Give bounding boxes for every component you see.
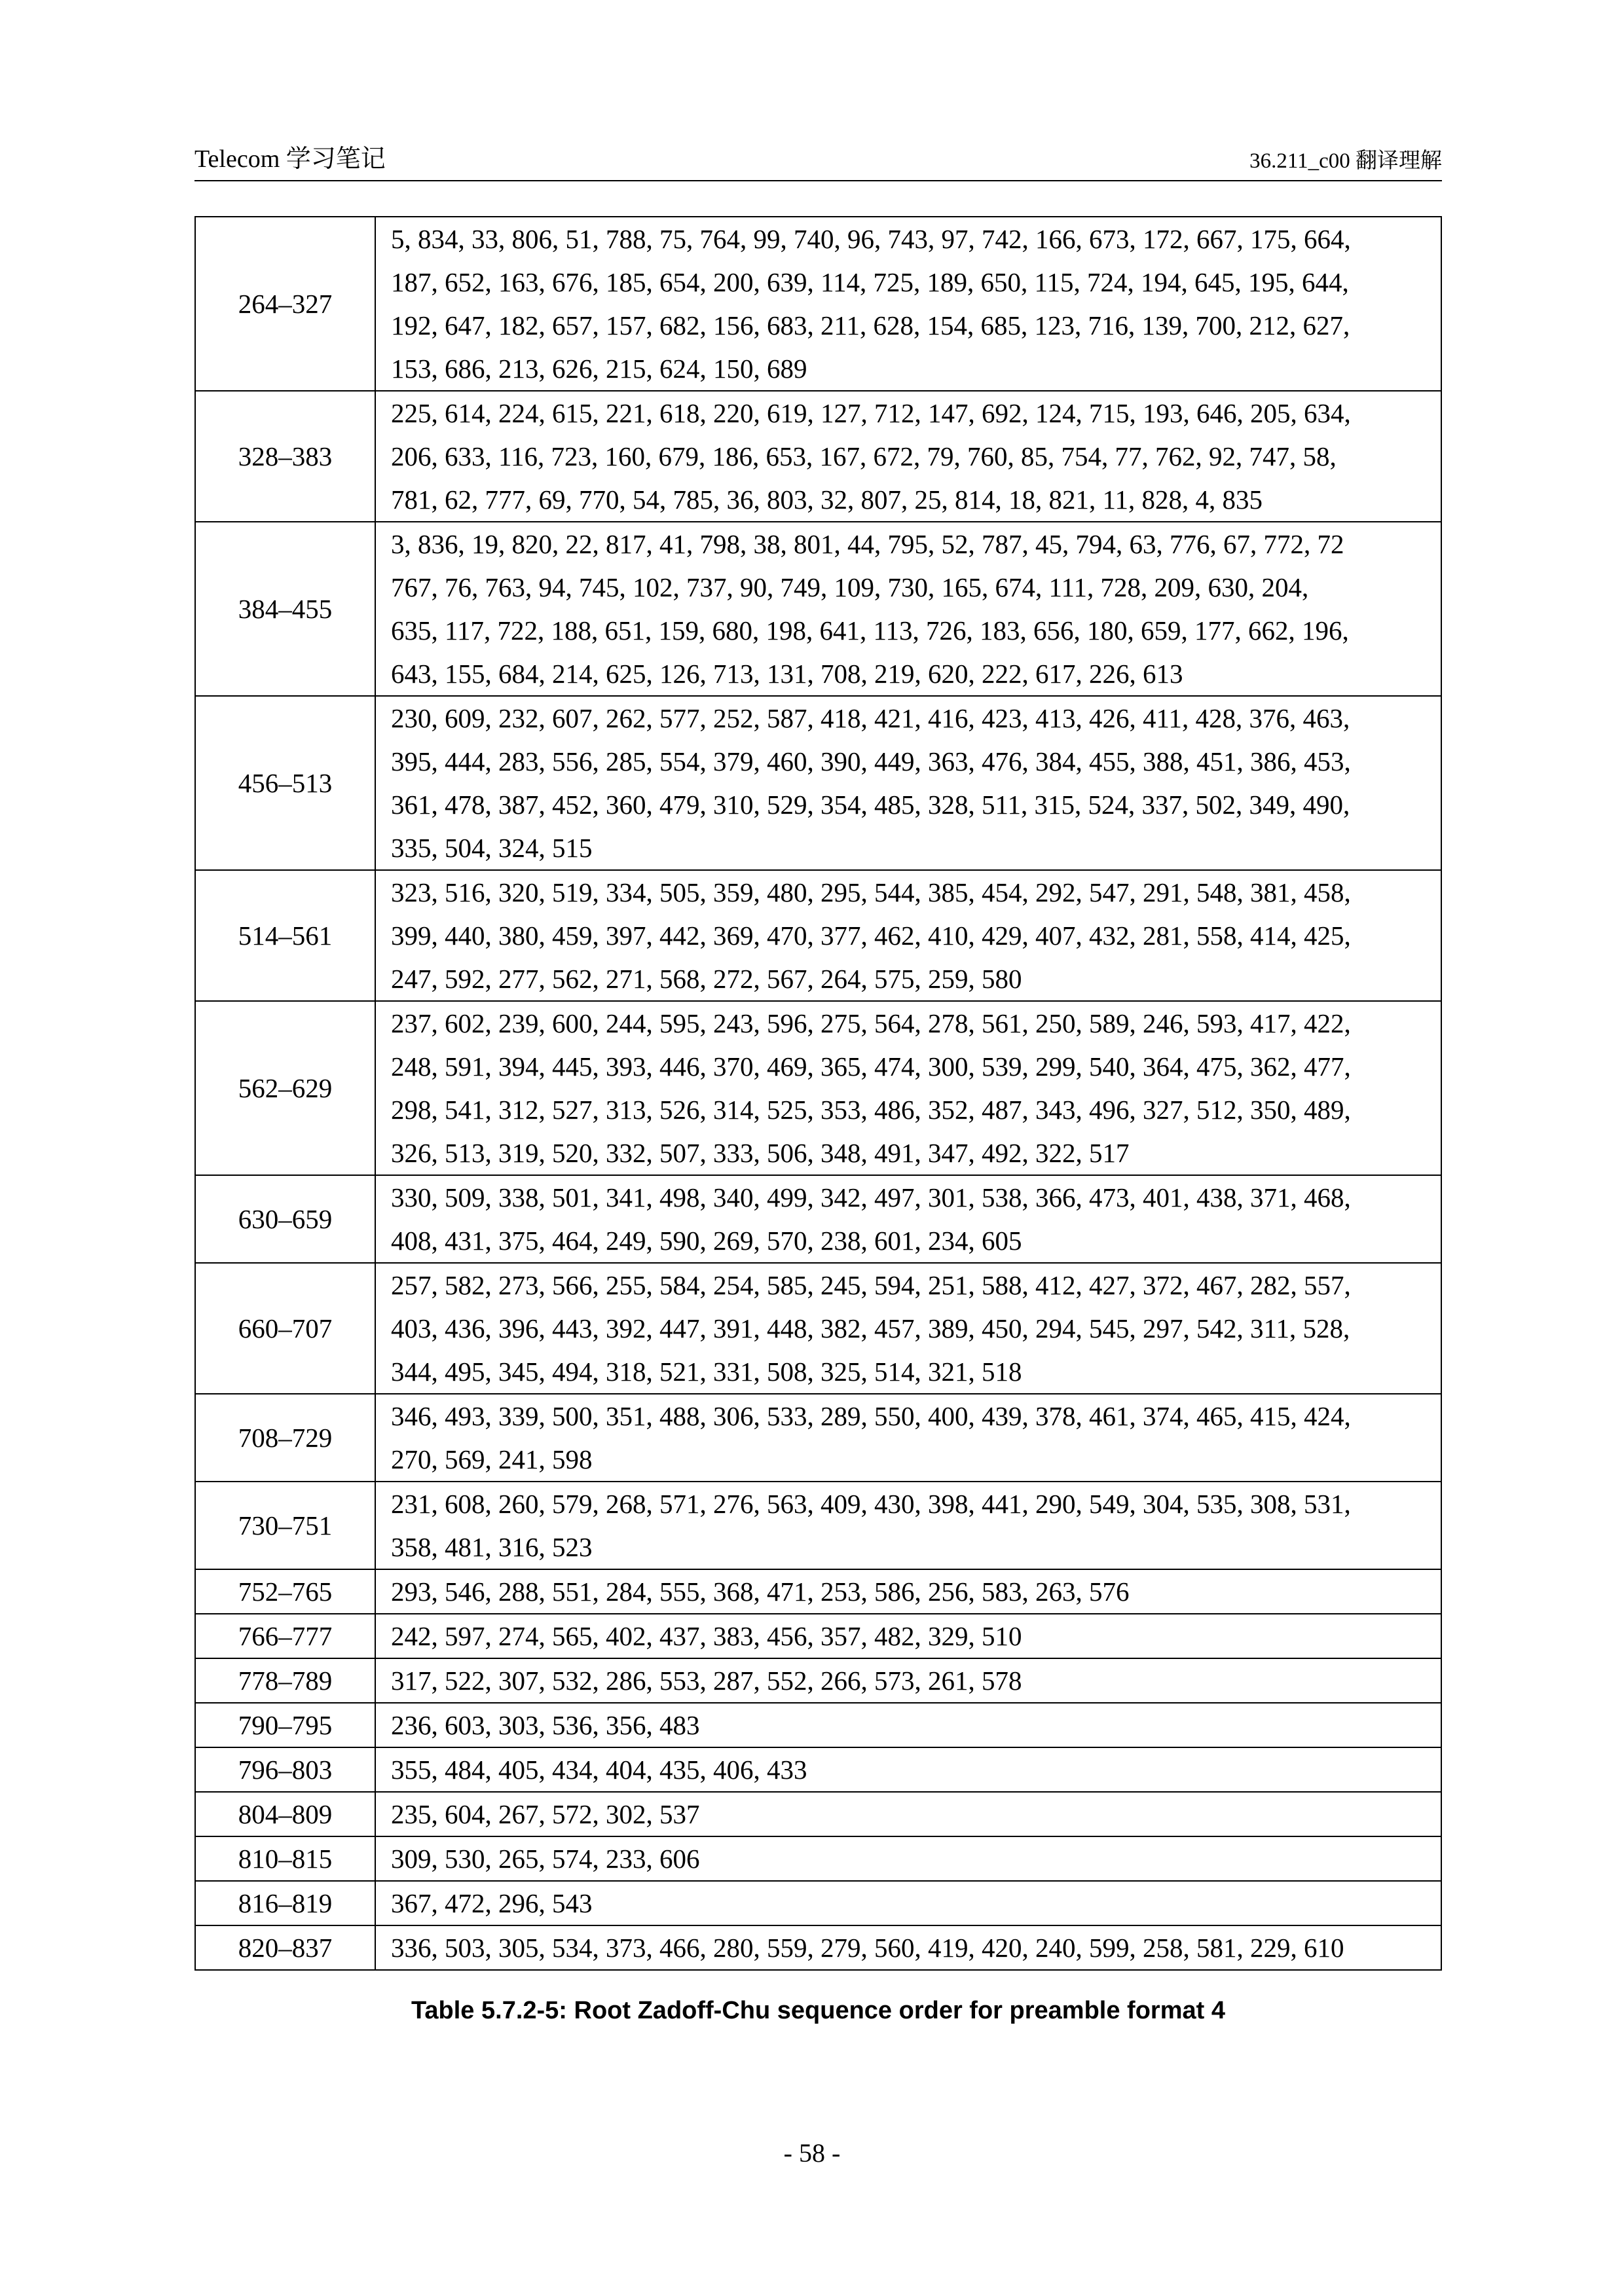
table-row: [195, 1614, 1441, 1658]
sequence-cell: [375, 1482, 1441, 1569]
table-row: [195, 1175, 1441, 1263]
table-row: [195, 1658, 1441, 1703]
range-cell: 384–455: [195, 522, 375, 696]
sequence-line: 336, 503, 305, 534, 373, 466, 280, 559, 279, 560, 419, 420, 240, 599, 258, 581, 229, 610: [391, 1933, 1344, 1963]
sequence-line: 355, 484, 405, 434, 404, 435, 406, 433: [391, 1755, 807, 1785]
sequence-line: 403, 436, 396, 443, 392, 447, 391, 448, 382, 457, 389, 450, 294, 545, 297, 542, 311, 528,: [391, 1313, 1350, 1343]
sequence-line: 153, 686, 213, 626, 215, 624, 150, 689: [391, 354, 807, 384]
sequence-line: 206, 633, 116, 723, 160, 679, 186, 653, 167, 672, 79, 760, 85, 754, 77, 762, 92, 747, 58,: [391, 441, 1337, 471]
range-cell: 264–327: [195, 217, 375, 391]
sequence-cell: [375, 1792, 1441, 1836]
range-cell: 766–777: [195, 1614, 375, 1658]
table-row: [195, 1881, 1441, 1925]
sequence-cell: [375, 1703, 1441, 1747]
range-cell: 804–809: [195, 1792, 375, 1836]
sequence-line: 399, 440, 380, 459, 397, 442, 369, 470, 377, 462, 410, 429, 407, 432, 281, 558, 414, 425,: [391, 920, 1351, 951]
table-row: [195, 522, 1441, 696]
range-cell: 752–765: [195, 1569, 375, 1614]
sequence-line: 346, 493, 339, 500, 351, 488, 306, 533, 289, 550, 400, 439, 378, 461, 374, 465, 415, 424,: [391, 1401, 1351, 1431]
sequence-line: 237, 602, 239, 600, 244, 595, 243, 596, 275, 564, 278, 561, 250, 589, 246, 593, 417, 422,: [391, 1008, 1351, 1038]
sequence-line: 270, 569, 241, 598: [391, 1444, 593, 1474]
sequence-cell: [375, 696, 1441, 870]
sequence-line: 395, 444, 283, 556, 285, 554, 379, 460, 390, 449, 363, 476, 384, 455, 388, 451, 386, 453,: [391, 746, 1351, 776]
sequence-cell: [375, 1881, 1441, 1925]
table-row: [195, 1001, 1441, 1175]
range-cell: 796–803: [195, 1747, 375, 1792]
sequence-cell: [375, 1836, 1441, 1881]
sequence-line: 187, 652, 163, 676, 185, 654, 200, 639, 114, 725, 189, 650, 115, 724, 194, 645, 195, 644,: [391, 267, 1349, 297]
table-caption: Table 5.7.2-5: Root Zadoff-Chu sequence order for preamble format 4: [411, 1997, 1225, 2024]
range-cell: 790–795: [195, 1703, 375, 1747]
sequence-line: 192, 647, 182, 657, 157, 682, 156, 683, 211, 628, 154, 685, 123, 716, 139, 700, 212, 627,: [391, 310, 1350, 340]
sequence-line: 236, 603, 303, 536, 356, 483: [391, 1710, 700, 1740]
range-cell: 660–707: [195, 1263, 375, 1394]
sequence-line: 293, 546, 288, 551, 284, 555, 368, 471, 253, 586, 256, 583, 263, 576: [391, 1576, 1130, 1607]
table-row: [195, 1394, 1441, 1482]
sequence-line: 248, 591, 394, 445, 393, 446, 370, 469, 365, 474, 300, 539, 299, 540, 364, 475, 362, 477,: [391, 1051, 1351, 1082]
sequence-cell: [375, 1001, 1441, 1175]
range-cell: 810–815: [195, 1836, 375, 1881]
sequence-line: 330, 509, 338, 501, 341, 498, 340, 499, 342, 497, 301, 538, 366, 473, 401, 438, 371, 468,: [391, 1182, 1351, 1212]
table-row: [195, 1747, 1441, 1792]
range-cell: 708–729: [195, 1394, 375, 1482]
sequence-line: 235, 604, 267, 572, 302, 537: [391, 1799, 700, 1829]
sequence-line: 643, 155, 684, 214, 625, 126, 713, 131, 708, 219, 620, 222, 617, 226, 613: [391, 659, 1183, 689]
sequence-line: 635, 117, 722, 188, 651, 159, 680, 198, 641, 113, 726, 183, 656, 180, 659, 177, 662, 196,: [391, 615, 1349, 646]
table-row: [195, 391, 1441, 522]
sequence-line: 358, 481, 316, 523: [391, 1532, 593, 1562]
sequence-cell: [375, 217, 1441, 391]
sequence-cell: [375, 522, 1441, 696]
sequence-cell: [375, 1569, 1441, 1614]
sequence-cell: [375, 1263, 1441, 1394]
table-row: [195, 1703, 1441, 1747]
sequence-cell: [375, 1614, 1441, 1658]
sequence-line: 767, 76, 763, 94, 745, 102, 737, 90, 749, 109, 730, 165, 674, 111, 728, 209, 630, 204,: [391, 572, 1309, 602]
range-cell: 778–789: [195, 1658, 375, 1703]
sequence-line: 317, 522, 307, 532, 286, 553, 287, 552, 266, 573, 261, 578: [391, 1666, 1022, 1696]
table-row: [195, 696, 1441, 870]
table-row: [195, 1836, 1441, 1881]
sequence-line: 326, 513, 319, 520, 332, 507, 333, 506, 348, 491, 347, 492, 322, 517: [391, 1138, 1130, 1168]
sequence-cell: [375, 1925, 1441, 1970]
table-row: [195, 1925, 1441, 1970]
sequence-line: 408, 431, 375, 464, 249, 590, 269, 570, 238, 601, 234, 605: [391, 1226, 1022, 1256]
page-number: - 58 -: [783, 2138, 841, 2168]
range-cell: 820–837: [195, 1925, 375, 1970]
table-row: [195, 1569, 1441, 1614]
range-cell: 816–819: [195, 1881, 375, 1925]
sequence-line: 361, 478, 387, 452, 360, 479, 310, 529, 354, 485, 328, 511, 315, 524, 337, 502, 349, 490,: [391, 790, 1350, 820]
page-header: [194, 134, 1442, 181]
range-cell: 456–513: [195, 696, 375, 870]
sequence-line: 225, 614, 224, 615, 221, 618, 220, 619, 127, 712, 147, 692, 124, 715, 193, 646, 205, 634,: [391, 398, 1351, 428]
range-cell: 562–629: [195, 1001, 375, 1175]
sequence-line: 242, 597, 274, 565, 402, 437, 383, 456, 357, 482, 329, 510: [391, 1621, 1022, 1651]
sequence-cell: [375, 391, 1441, 522]
range-cell: 514–561: [195, 870, 375, 1001]
range-cell: 730–751: [195, 1482, 375, 1569]
sequence-line: 5, 834, 33, 806, 51, 788, 75, 764, 99, 740, 96, 743, 97, 742, 166, 673, 172, 667, 175, 664,: [391, 224, 1351, 254]
sequence-line: 309, 530, 265, 574, 233, 606: [391, 1844, 700, 1874]
table-row: [195, 1482, 1441, 1569]
range-cell: 630–659: [195, 1175, 375, 1263]
sequence-line: 257, 582, 273, 566, 255, 584, 254, 585, 245, 594, 251, 588, 412, 427, 372, 467, 282, 557,: [391, 1270, 1351, 1300]
table-row: [195, 1263, 1441, 1394]
sequence-line: 335, 504, 324, 515: [391, 833, 593, 863]
sequence-line: 230, 609, 232, 607, 262, 577, 252, 587, 418, 421, 416, 423, 413, 426, 411, 428, 376, 463,: [391, 703, 1350, 733]
sequence-cell: [375, 870, 1441, 1001]
sequence-line: 3, 836, 19, 820, 22, 817, 41, 798, 38, 801, 44, 795, 52, 787, 45, 794, 63, 776, 67, 772, 72: [391, 529, 1344, 559]
sequence-cell: [375, 1175, 1441, 1263]
sequence-cell: [375, 1658, 1441, 1703]
zadoff-chu-table-body: [195, 217, 1441, 1970]
header-title: Telecom 学习笔记: [194, 145, 386, 173]
table-row: [195, 217, 1441, 391]
sequence-cell: [375, 1747, 1441, 1792]
table-row: [195, 1792, 1441, 1836]
range-cell: 328–383: [195, 391, 375, 522]
sequence-line: 781, 62, 777, 69, 770, 54, 785, 36, 803, 32, 807, 25, 814, 18, 821, 11, 828, 4, 835: [391, 484, 1263, 515]
sequence-line: 367, 472, 296, 543: [391, 1888, 593, 1918]
sequence-line: 323, 516, 320, 519, 334, 505, 359, 480, 295, 544, 385, 454, 292, 547, 291, 548, 381, 458,: [391, 877, 1351, 907]
sequence-line: 231, 608, 260, 579, 268, 571, 276, 563, 409, 430, 398, 441, 290, 549, 304, 535, 308, 531,: [391, 1489, 1351, 1519]
sequence-line: 298, 541, 312, 527, 313, 526, 314, 525, 353, 486, 352, 487, 343, 496, 327, 512, 350, 489,: [391, 1095, 1351, 1125]
sequence-cell: [375, 1394, 1441, 1482]
table-row: [195, 870, 1441, 1001]
header-doc-ref: 36.211_c00 翻译理解: [1249, 149, 1442, 173]
sequence-line: 344, 495, 345, 494, 318, 521, 331, 508, 325, 514, 321, 518: [391, 1357, 1022, 1387]
zadoff-chu-table: [194, 216, 1442, 1971]
sequence-line: 247, 592, 277, 562, 271, 568, 272, 567, 264, 575, 259, 580: [391, 964, 1022, 994]
